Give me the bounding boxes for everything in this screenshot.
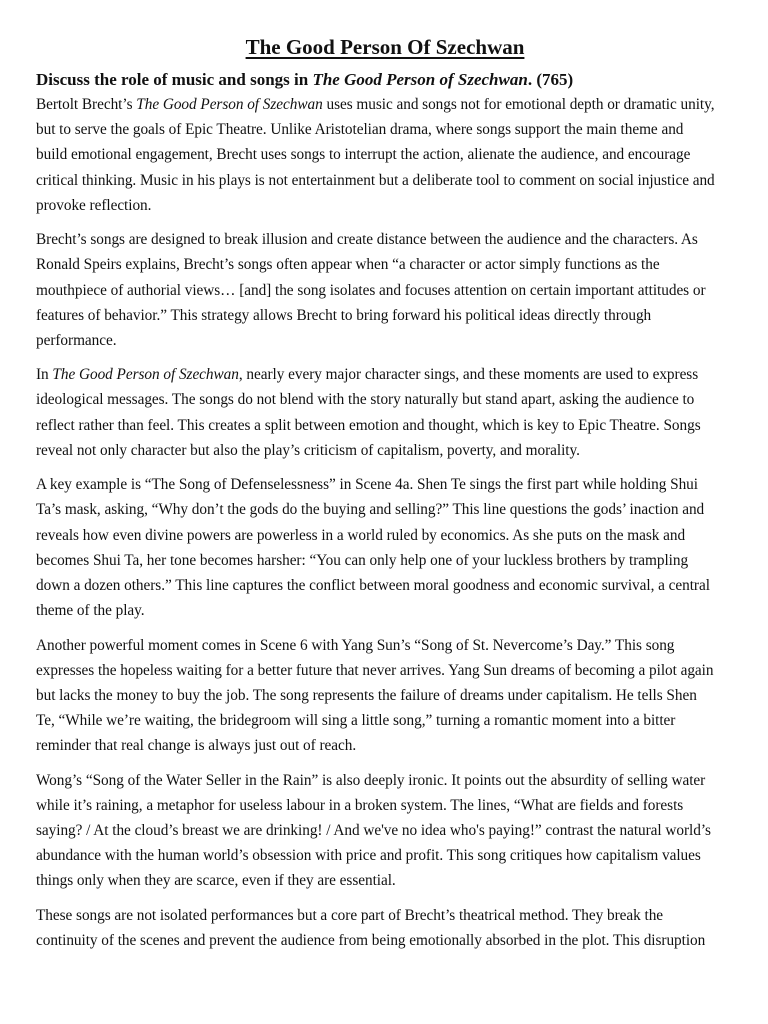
essay-paragraph xyxy=(36,472,734,623)
text-segment: Te, “While we’re waiting, the bridegroom will sing a little song,” turning a romantic moment into a bitter xyxy=(36,712,676,730)
text-line xyxy=(36,868,734,893)
text-line xyxy=(36,523,734,548)
text-segment: performance. xyxy=(36,331,117,349)
text-segment: down a dozen others.” This line captures the conflict between moral goodness and economic survival, a central xyxy=(36,576,710,594)
text-line xyxy=(36,387,734,412)
text-line xyxy=(36,548,734,573)
work-title-text: The Good Person of Szechwan xyxy=(52,366,239,384)
text-segment: Bertolt Brecht’s xyxy=(36,96,137,113)
text-line xyxy=(36,193,734,218)
text-segment: theme of the play. xyxy=(36,602,145,620)
text-line xyxy=(36,818,734,843)
essay-paragraph xyxy=(36,92,734,218)
text-line xyxy=(36,793,734,818)
essay-paragraph xyxy=(36,227,734,353)
text-segment: continuity of the scenes and prevent the audience from being emotionally absorbed in the plot. This disruption xyxy=(36,931,706,949)
text-segment: uses music and songs not for emotional depth or dramatic unity, xyxy=(322,96,715,113)
work-title-text: The Good Person of Szechwan xyxy=(136,96,323,113)
text-segment: features of behavior.” This strategy allows Brecht to bring forward his political ideas directly through xyxy=(36,306,652,324)
text-segment: In xyxy=(36,366,53,384)
text-line xyxy=(36,658,734,683)
question-word-count: . (765) xyxy=(527,70,574,89)
text-segment: These songs are not isolated performances but a core part of Brecht’s theatrical method. They break the xyxy=(36,906,664,924)
text-segment: Ronald Speirs explains, Brecht’s songs often appear when “a character or actor simply functions as the xyxy=(36,256,660,274)
text-segment: but lacks the money to buy the job. The song represents the failure of dreams under capitalism. He tells Shen xyxy=(36,686,697,704)
text-line xyxy=(36,278,734,303)
text-segment: Ta’s mask, asking, “Why don’t the gods do the buying and selling?” This line questions the gods’ inaction and xyxy=(36,501,705,519)
question-work-title: The Good Person of Szechwan xyxy=(312,70,528,89)
text-line xyxy=(36,168,734,193)
text-line xyxy=(36,733,734,758)
text-line xyxy=(36,708,734,733)
text-line xyxy=(36,768,734,793)
question-text: Discuss the role of music and songs in xyxy=(36,70,313,89)
text-line xyxy=(36,328,734,353)
text-segment: ideological messages. The songs do not blend with the story naturally but stand apart, asking the audience to xyxy=(36,391,695,409)
text-line xyxy=(36,142,734,167)
text-segment: saying? / At the cloud’s breast we are drinking! / And we've no idea who's paying!” contrast the natural world’s xyxy=(36,822,711,839)
text-line xyxy=(36,633,734,658)
essay-paragraph xyxy=(36,362,734,463)
text-segment: critical thinking. Music in his plays is not entertainment but a deliberate tool to comment on social injustice and xyxy=(36,171,715,189)
text-line xyxy=(36,683,734,708)
document-title: The Good Person Of Szechwan xyxy=(245,35,525,59)
essay-body xyxy=(36,92,734,953)
text-line xyxy=(36,362,734,387)
text-line xyxy=(36,303,734,328)
text-segment: Brecht’s songs are designed to break illusion and create distance between the audience and the characters. As xyxy=(36,231,698,249)
text-line xyxy=(36,472,734,497)
essay-paragraph xyxy=(36,903,734,953)
text-segment: A key example is “The Song of Defenselessness” in Scene 4a. Shen Te sings the first part while holding Shui xyxy=(36,476,698,494)
text-segment: build emotional engagement, Brecht uses songs to interrupt the action, alienate the audience, and encourage xyxy=(36,146,691,164)
text-line xyxy=(36,843,734,868)
text-line xyxy=(36,92,734,117)
text-line xyxy=(36,903,734,928)
text-line xyxy=(36,117,734,142)
text-segment: reflect rather than feel. This creates a split between emotion and thought, which is key to Epic Theatre. Songs xyxy=(36,416,701,434)
text-line xyxy=(36,227,734,252)
text-segment: reveal not only character but also the play’s criticism of capitalism, poverty, and morality. xyxy=(36,441,580,459)
text-line xyxy=(36,928,734,953)
text-segment: provoke reflection. xyxy=(36,196,152,214)
text-line xyxy=(36,438,734,463)
text-segment: becomes Shui Ta, her tone becomes harsher: “You can only help one of your luckless brothers by trampling xyxy=(36,551,689,569)
text-segment: reminder that real change is always just out of reach. xyxy=(36,737,357,755)
text-segment: but to serve the goals of Epic Theatre. Unlike Aristotelian drama, where songs support the main theme and xyxy=(36,121,684,139)
text-line xyxy=(36,573,734,598)
text-segment: Wong’s “Song of the Water Seller in the Rain” is also deeply ironic. It points out the absurdity of selling water xyxy=(36,771,706,789)
text-segment: Another powerful moment comes in Scene 6 with Yang Sun’s “Song of St. Nevercome’s Day.” This song xyxy=(36,636,675,654)
text-line xyxy=(36,497,734,522)
essay-paragraph xyxy=(36,633,734,759)
text-segment: expresses the hopeless waiting for a better future that never arrives. Yang Sun dreams of becoming a pilot again xyxy=(36,661,714,679)
text-segment: , nearly every major character sings, and these moments are used to express xyxy=(238,366,699,384)
text-line xyxy=(36,252,734,277)
text-segment: things only when they are scarce, even if they are essential. xyxy=(36,872,396,890)
text-segment: mouthpiece of authorial views… [and] the song isolates and focuses attention on certain important attitudes or xyxy=(36,281,706,299)
text-line xyxy=(36,598,734,623)
document-page xyxy=(36,30,734,953)
essay-paragraph xyxy=(36,768,734,894)
essay-question xyxy=(36,68,734,92)
text-segment: while it’s raining, a metaphor for useless labour in a broken system. The lines, “What are fields and forests xyxy=(36,796,684,814)
text-segment: reveals how even divine powers are powerless in a world ruled by economics. As she puts on the mask and xyxy=(36,526,686,544)
text-segment: abundance with the human world’s obsession with price and profit. This song critiques how capitalism values xyxy=(36,847,701,865)
text-line xyxy=(36,413,734,438)
